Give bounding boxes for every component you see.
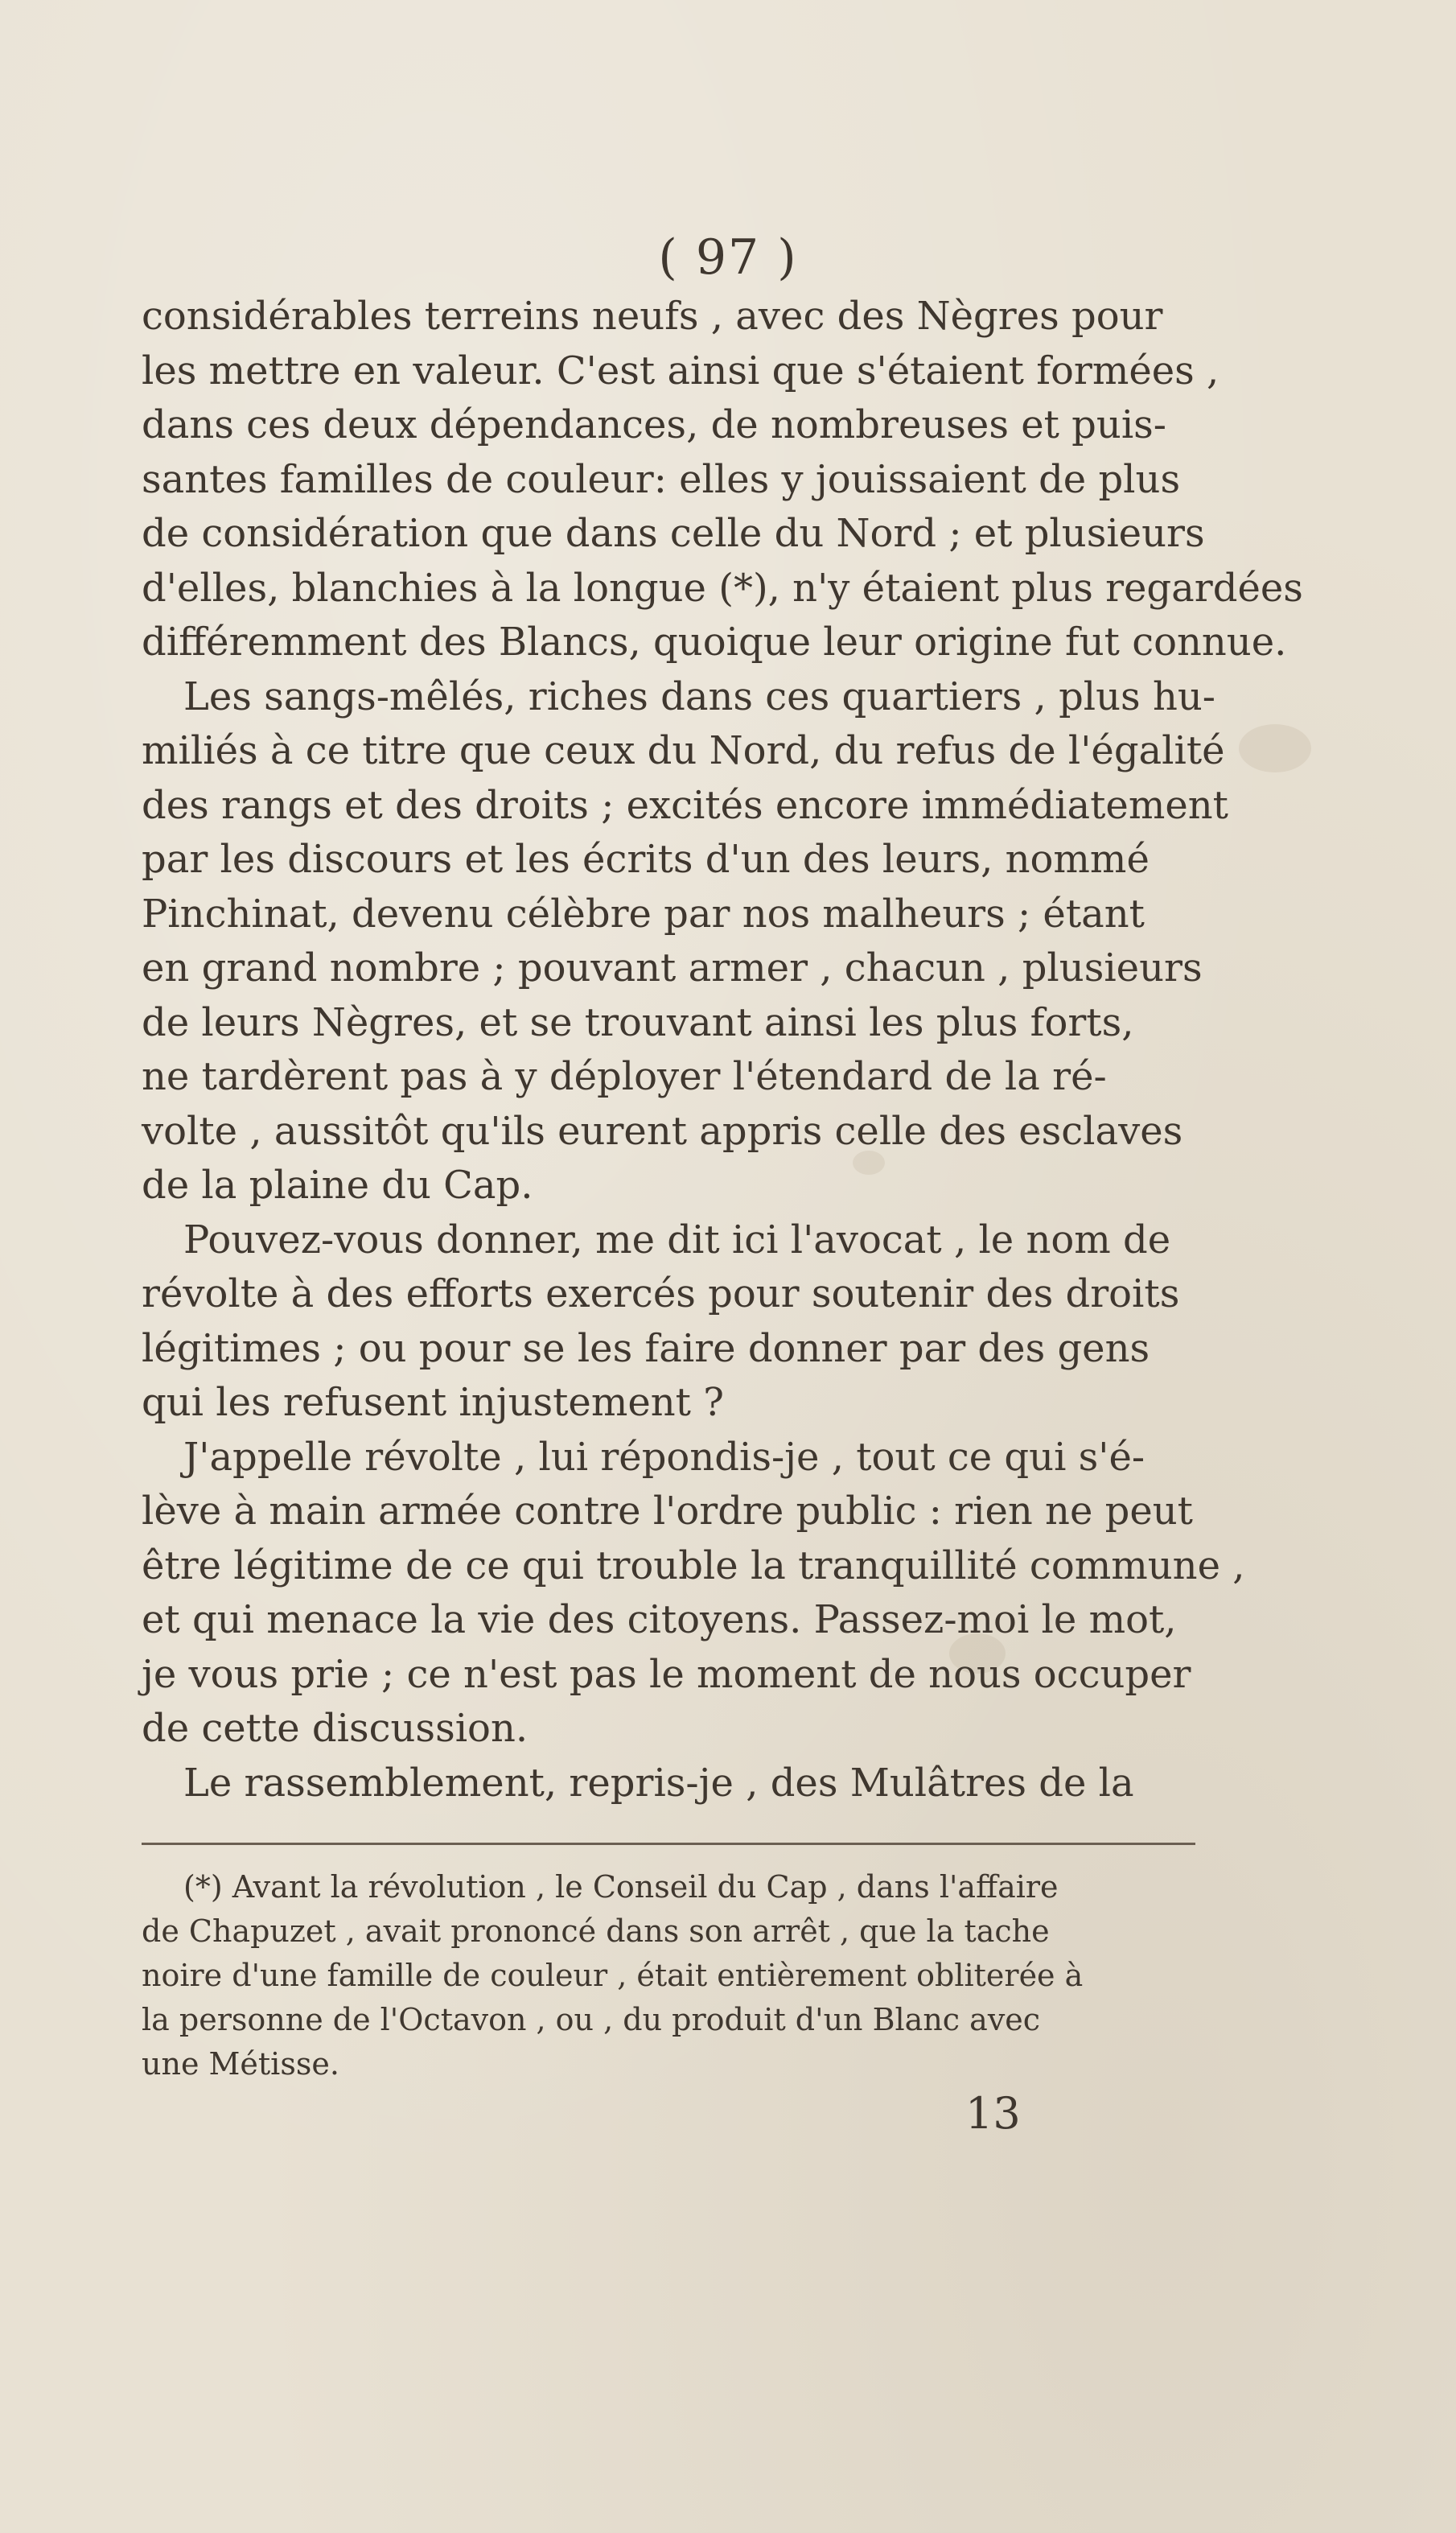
text-line-content: Le rassemblement, repris-je , des Mulâtres de la <box>183 1760 1134 1806</box>
text-line <box>142 1159 1195 1213</box>
text-line <box>142 616 1287 670</box>
text-line <box>142 290 1195 344</box>
footnote-line <box>142 1865 1195 1909</box>
text-line <box>142 670 1215 725</box>
footnote-line-content: la personne de l'Octavon , ou , du produit d'un Blanc avec <box>142 2002 1041 2037</box>
text-line <box>142 344 1220 399</box>
text-line-content: de considération que dans celle du Nord ; et plusieurs <box>142 511 1205 556</box>
text-line <box>142 1431 1195 1485</box>
signature-mark: 13 <box>965 2088 1021 2139</box>
body-text <box>142 290 1303 1810</box>
text-line <box>142 1213 1195 1268</box>
text-line-content: différemment des Blancs, quoique leur origine fut connue. <box>142 620 1287 665</box>
text-line-content: J'appelle révolte , lui répondis-je , tout ce qui s'é- <box>183 1434 1145 1480</box>
footnote-line <box>142 1998 1195 2042</box>
text-line <box>142 996 1195 1051</box>
text-line-content: des rangs et des droits ; excités encore immédiatement <box>142 782 1228 828</box>
text-line-content: en grand nombre ; pouvant armer , chacun , plusieurs <box>142 945 1203 991</box>
footnote-line <box>142 1909 1195 1954</box>
text-line-content: lève à main armée contre l'ordre public : rien ne peut <box>142 1489 1193 1534</box>
footnote-line-content: noire d'une famille de couleur , était entièrement obliterée à <box>142 1958 1084 1993</box>
text-line-content: et qui menace la vie des citoyens. Passez-moi le mot, <box>142 1597 1177 1642</box>
text-line <box>142 779 1228 834</box>
text-line <box>142 507 1205 562</box>
text-line <box>142 562 1303 616</box>
text-line-content: miliés à ce titre que ceux du Nord, du refus de l'égalité <box>142 728 1225 773</box>
text-line <box>142 1050 1195 1105</box>
footnote-line-content: de Chapuzet , avait prononcé dans son arrêt , que la tache <box>142 1913 1050 1949</box>
text-line <box>142 833 1195 888</box>
text-line-content: Pouvez-vous donner, me dit ici l'avocat , le nom de <box>183 1217 1171 1262</box>
text-line-content: Pinchinat, devenu célèbre par nos malheurs ; étant <box>142 891 1145 937</box>
page-number: ( 97 ) <box>658 229 798 286</box>
text-line-content: par les discours et les écrits d'un des leurs, nommé <box>142 837 1150 882</box>
text-line <box>142 1757 1195 1811</box>
text-line-content: santes familles de couleur: elles y jouissaient de plus <box>142 456 1181 502</box>
footnote-line-content: une Métisse. <box>142 2046 339 2082</box>
text-line <box>142 398 1195 453</box>
text-line-content: dans ces deux dépendances, de nombreuses et puis- <box>142 402 1167 447</box>
footnote-rule <box>142 1843 1195 1845</box>
paper-stain <box>1239 724 1311 772</box>
text-line <box>142 1485 1195 1539</box>
text-line <box>142 1539 1245 1594</box>
text-line-content: d'elles, blanchies à la longue (*), n'y étaient plus regardées <box>142 565 1303 611</box>
text-line-content: qui les refusent injustement ? <box>142 1380 724 1425</box>
text-line-content: volte , aussitôt qu'ils eurent appris celle des esclaves <box>142 1108 1183 1154</box>
text-line <box>142 1322 1195 1377</box>
text-line-content: je vous prie ; ce n'est pas le moment de nous occuper <box>142 1651 1191 1697</box>
text-line <box>142 453 1195 508</box>
text-line <box>142 1267 1195 1322</box>
text-line <box>142 888 1195 942</box>
footnote <box>142 1865 1195 2086</box>
text-line-content: ne tardèrent pas à y déployer l'étendard de la ré- <box>142 1054 1107 1099</box>
text-line-content: les mettre en valeur. C'est ainsi que s'étaient formées , <box>142 348 1220 393</box>
text-line <box>142 941 1203 996</box>
text-line <box>142 1105 1195 1159</box>
text-line <box>142 1648 1195 1703</box>
text-line <box>142 724 1225 779</box>
text-line-content: de la plaine du Cap. <box>142 1163 533 1208</box>
footnote-line-content: (*) Avant la révolution , le Conseil du Cap , dans l'affaire <box>183 1869 1059 1905</box>
text-line-content: révolte à des efforts exercés pour soutenir des droits <box>142 1271 1180 1316</box>
footnote-line <box>142 1954 1195 1998</box>
text-line-content: considérables terreins neufs , avec des Nègres pour <box>142 294 1163 339</box>
text-line <box>142 1376 1195 1431</box>
text-line-content: légitimes ; ou pour se les faire donner par des gens <box>142 1325 1150 1371</box>
text-line <box>142 1593 1195 1648</box>
text-line-content: Les sangs-mêlés, riches dans ces quartiers , plus hu- <box>183 673 1215 719</box>
text-line-content: de cette discussion. <box>142 1706 529 1751</box>
text-line-content: de leurs Nègres, et se trouvant ainsi les plus forts, <box>142 999 1134 1045</box>
footnote-line <box>142 2042 1195 2086</box>
text-line <box>142 1702 1195 1757</box>
text-line-content: être légitime de ce qui trouble la tranquillité commune , <box>142 1542 1245 1588</box>
